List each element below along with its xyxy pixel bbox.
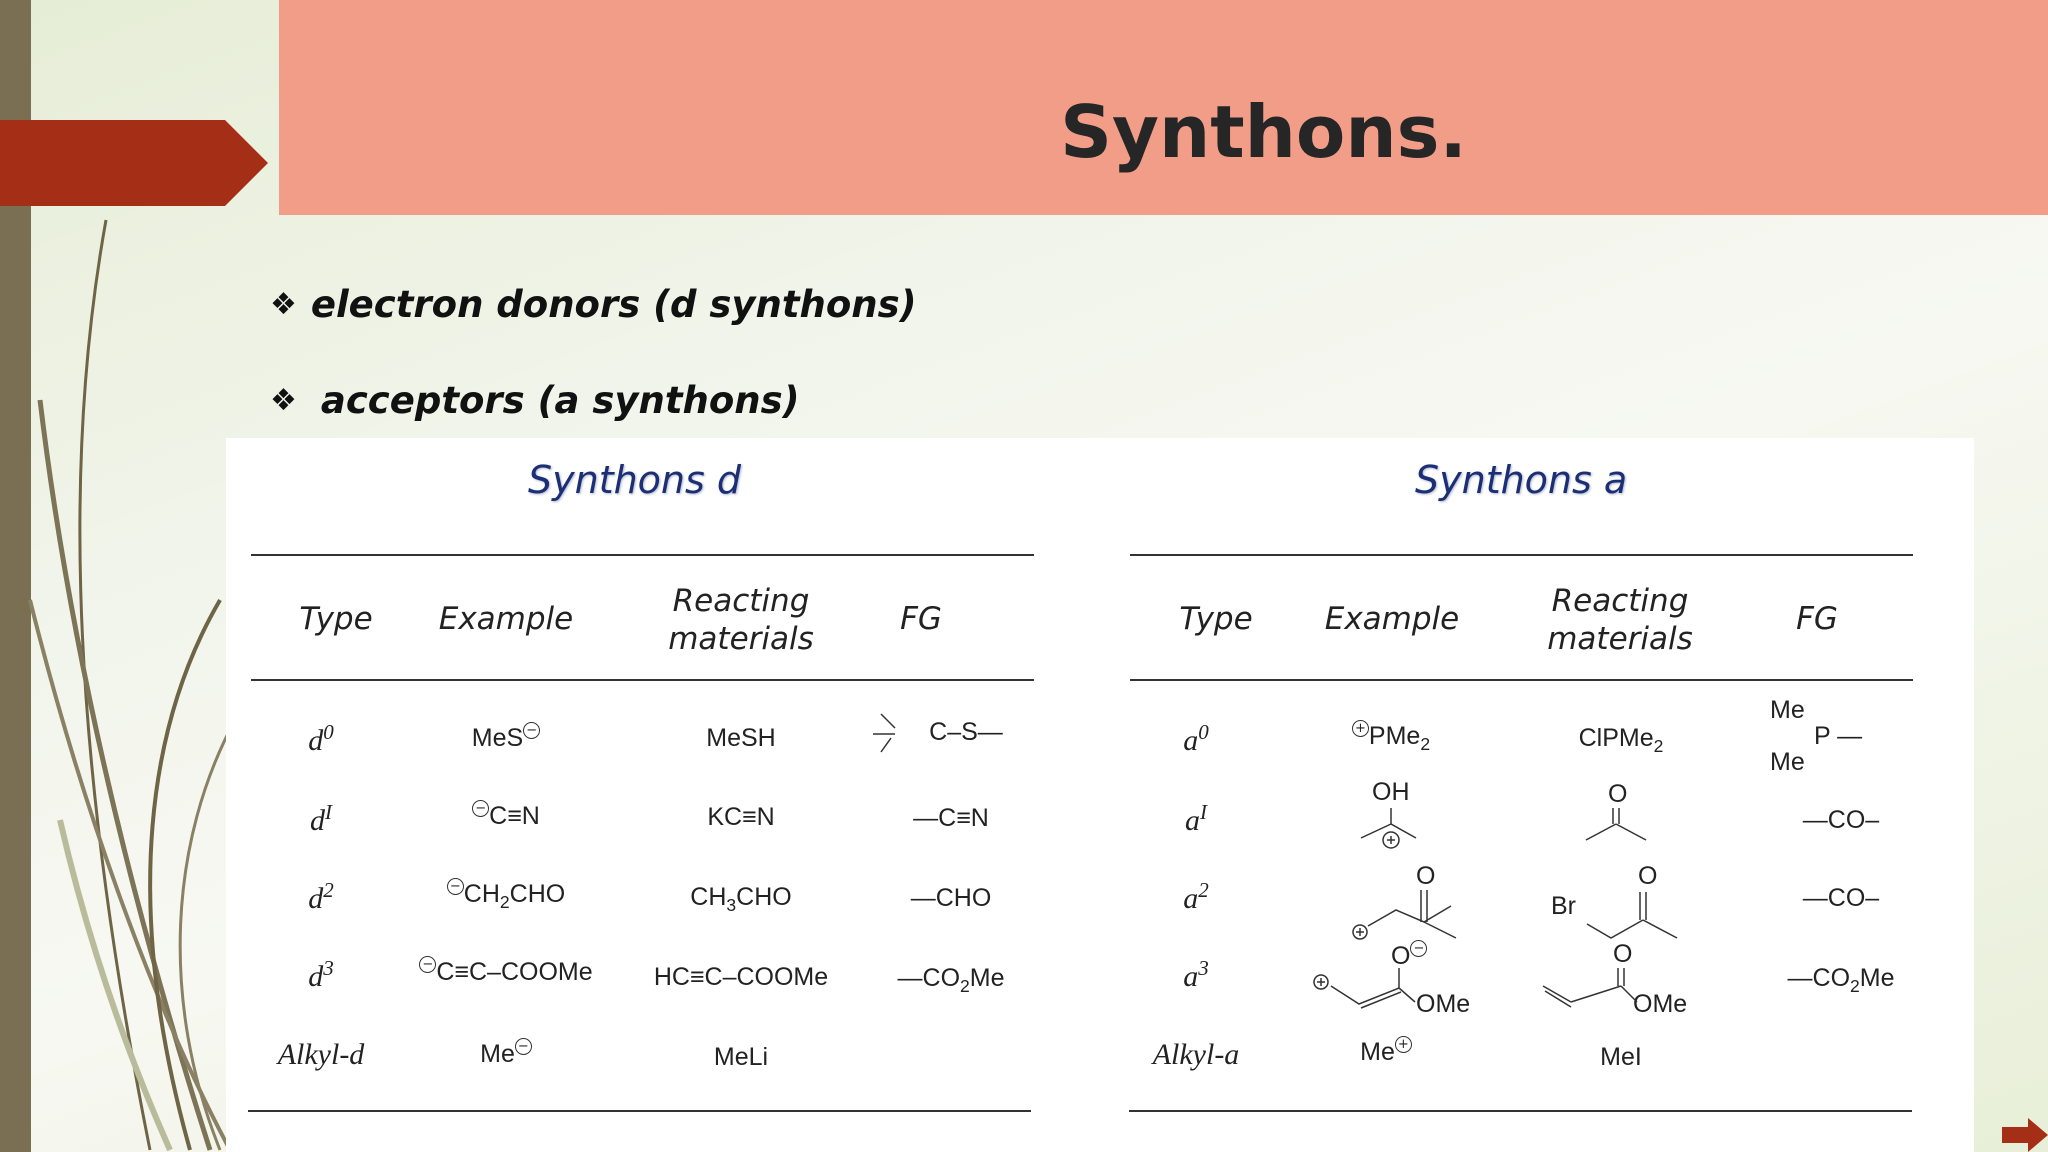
row-example [1311, 938, 1481, 1018]
type-letter: a [1185, 804, 1200, 837]
synthons-d-heading: Synthons d [528, 458, 742, 502]
bromoacetone-structure-icon [1551, 886, 1701, 946]
fg-me-top: Me [1770, 696, 1805, 724]
next-slide-arrow-icon[interactable] [2002, 1118, 2048, 1152]
table-d-col-type: Type [299, 601, 373, 637]
fg-text: Me [1859, 964, 1895, 992]
col-reacting-line1: Reacting [1551, 583, 1689, 619]
type-superscript: 2 [1198, 878, 1209, 902]
row-reacting: MeSH [706, 724, 776, 752]
row-example [416, 878, 596, 913]
col-reacting-line2: materials [668, 621, 814, 657]
fg-text: —CO [897, 964, 961, 992]
oxygen-label: O [1416, 862, 1436, 890]
table-d-header-rule [251, 679, 1034, 681]
table-a-top-rule [1130, 554, 1913, 556]
negative-charge-icon: − [1410, 940, 1427, 957]
type-letter: d [308, 960, 324, 993]
fg-subscript: 2 [1850, 976, 1860, 996]
row-fg [1766, 696, 1876, 776]
table-a-col-type: Type [1179, 601, 1253, 637]
type-superscript: 2 [323, 878, 334, 902]
reacting-text: ClPMe [1578, 724, 1654, 752]
methyl-acrylate-structure-icon [1541, 960, 1641, 1020]
example-text: C≡C–COOMe [436, 958, 593, 986]
type-letter: a [1183, 960, 1199, 993]
type-letter: a [1183, 724, 1199, 757]
negative-charge-icon: − [447, 878, 464, 895]
row-example [1326, 1036, 1446, 1067]
oxygen-label: O [1638, 862, 1658, 890]
row-example [1346, 862, 1476, 942]
row-fg [871, 964, 1031, 997]
bullet-text: acceptors (a synthons) [320, 379, 800, 422]
row-example [1346, 778, 1436, 858]
positive-charge-icon: + [1395, 1036, 1412, 1053]
reacting-subscript: 3 [726, 895, 737, 915]
row-fg: —C≡N [913, 804, 989, 832]
oxygen-label: O [1608, 780, 1628, 808]
negative-charge-icon: − [515, 1038, 532, 1055]
fg-phosphorus: P — [1814, 722, 1863, 750]
table-d-col-example: Example [438, 601, 574, 637]
enolate-cation-structure-icon [1346, 886, 1476, 946]
methoxy-label: OMe [1416, 990, 1471, 1018]
row-example [446, 1038, 566, 1069]
row-fg: —CO– [1802, 806, 1880, 834]
type-letter: d [310, 804, 325, 837]
methoxy-label: OMe [1633, 990, 1688, 1018]
type-superscript: 3 [323, 956, 334, 980]
acrylate-cation-structure-icon [1311, 960, 1421, 1020]
row-reacting [656, 883, 826, 916]
fg-me-bottom: Me [1770, 748, 1805, 776]
type-letter: d [308, 882, 324, 915]
negative-charge-icon: − [472, 800, 489, 817]
hydroxyl-label: OH [1372, 778, 1410, 806]
table-a-col-fg: FG [1796, 601, 1838, 637]
type-superscript: 0 [323, 720, 334, 744]
row-type [276, 720, 366, 758]
row-reacting: MeI [1600, 1043, 1642, 1071]
col-reacting-line2: materials [1547, 621, 1693, 657]
example-text: CH [463, 880, 500, 908]
example-text: MeS [471, 724, 524, 752]
type-superscript: 0 [1198, 720, 1209, 744]
example-text: Me [480, 1040, 515, 1068]
row-fg: —CHO [910, 884, 992, 912]
row-reacting: MeLi [713, 1043, 769, 1071]
synthons-table-image [226, 438, 1974, 1152]
row-type [1151, 800, 1241, 838]
table-a-header-rule [1130, 679, 1913, 681]
row-type [1151, 956, 1241, 994]
title-arrow-tab [0, 120, 270, 206]
reacting-subscript: 2 [1653, 736, 1664, 756]
negative-charge-icon: − [419, 956, 436, 973]
bullet-text: electron donors (d synthons) [310, 283, 917, 326]
row-type: Alkyl-a [1152, 1038, 1240, 1071]
row-reacting: HC≡C–COOMe [653, 963, 829, 991]
row-reacting: KC≡N [707, 803, 775, 831]
bullet-mark-icon: ❖ [270, 287, 297, 322]
row-reacting [1541, 938, 1701, 1018]
row-type [276, 956, 366, 994]
row-type [276, 800, 366, 838]
type-letter: a [1183, 882, 1199, 915]
table-d-top-rule [251, 554, 1034, 556]
row-reacting [1541, 724, 1701, 757]
bullet-acceptors [270, 379, 800, 422]
row-fg [881, 718, 1021, 747]
table-a-col-reacting [1530, 582, 1710, 658]
row-reacting [1551, 862, 1701, 942]
example-subscript: 2 [1420, 734, 1431, 754]
example-text: CHO [509, 880, 566, 908]
type-superscript: 3 [1198, 956, 1209, 980]
table-d-col-fg: FG [900, 601, 942, 637]
row-example [391, 956, 621, 987]
row-reacting [1571, 780, 1661, 860]
row-type [1151, 878, 1241, 916]
type-superscript: I [325, 800, 332, 824]
fg-text: —CO [1787, 964, 1851, 992]
fg-subscript: 2 [960, 976, 970, 996]
synthons-a-heading: Synthons a [1415, 458, 1628, 502]
table-a-bottom-rule [1129, 1110, 1912, 1112]
bromine-label: Br [1551, 892, 1576, 920]
carbocation-structure-icon [1346, 806, 1436, 856]
row-example [1316, 720, 1466, 755]
table-d-col-reacting [651, 582, 831, 658]
acetone-structure-icon [1571, 806, 1661, 856]
table-a-col-example: Example [1324, 601, 1460, 637]
col-reacting-line1: Reacting [672, 583, 810, 619]
title-band [279, 0, 2048, 215]
example-subscript: 2 [499, 892, 510, 912]
example-text: C≡N [489, 802, 540, 830]
slide-title: Synthons. [1060, 90, 1467, 174]
fg-text: Me [969, 964, 1005, 992]
reacting-text: CHO [736, 883, 792, 911]
row-type [276, 878, 366, 916]
negative-charge-icon: − [523, 722, 540, 739]
example-text: PMe [1368, 722, 1421, 750]
oxygen-label: O [1391, 942, 1411, 970]
bullet-mark-icon: ❖ [270, 383, 297, 418]
row-type: Alkyl-d [277, 1038, 365, 1071]
reacting-text: CH [690, 883, 727, 911]
row-example [436, 722, 576, 753]
row-fg [1756, 964, 1926, 997]
row-fg: —CO– [1802, 884, 1880, 912]
oxygen-label: O [1613, 940, 1633, 968]
example-text: Me [1360, 1038, 1395, 1066]
fg-text: C–S— [929, 718, 1003, 746]
bond-lines-icon [873, 708, 903, 758]
bullet-donors [270, 283, 917, 326]
positive-charge-icon: + [1352, 720, 1369, 737]
table-d-bottom-rule [248, 1110, 1031, 1112]
type-superscript: I [1200, 800, 1207, 824]
type-letter: d [308, 724, 324, 757]
row-example [436, 800, 576, 831]
row-type [1151, 720, 1241, 758]
